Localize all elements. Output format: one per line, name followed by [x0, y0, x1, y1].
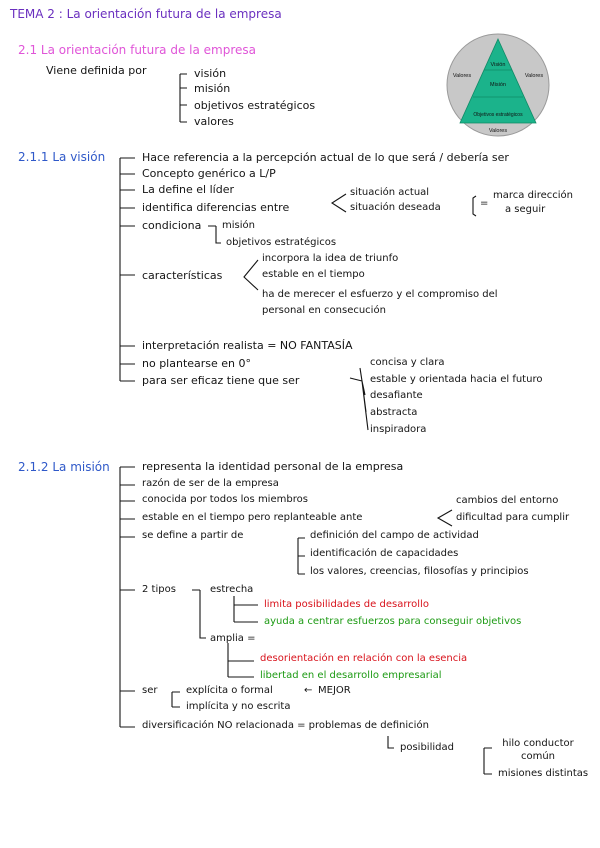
ser-item: implícita y no escrita — [186, 701, 291, 712]
amplia-minus: desorientación en relación con la esencia — [260, 653, 468, 664]
page-title: TEMA 2 : La orientación futura de la empresa — [10, 7, 282, 21]
eficaz-item: desafiante — [370, 390, 423, 401]
section-2-1-heading: 2.1 La orientación futura de la empresa — [18, 43, 257, 57]
estrecha-minus: limita posibilidades de desarrollo — [264, 599, 429, 610]
caracteristica-item: estable en el tiempo — [262, 269, 365, 280]
marca-text: a seguir — [505, 204, 546, 215]
list-item: identifica diferencias entre — [142, 201, 290, 214]
estrecha-plus: ayuda a centrar esfuerzos para conseguir objetivos — [264, 616, 522, 627]
section-2-1-1-heading: 2.1.1 La visión — [18, 150, 106, 164]
mejor-label: MEJOR — [318, 685, 351, 696]
diagram-values-right: Valores — [524, 73, 544, 79]
difference-item: situación deseada — [350, 202, 441, 213]
list-item: diversificación NO relacionada = problemas de definición — [142, 720, 429, 731]
vision-mission-diagram — [446, 33, 550, 137]
difference-item: situación actual — [350, 187, 430, 198]
estrecha-label: estrecha — [210, 584, 254, 595]
define-item: los valores, creencias, filosofías y principios — [310, 566, 529, 577]
list-item: ser — [142, 685, 158, 696]
list-item: objetivos estratégicos — [194, 99, 316, 112]
eficaz-item: concisa y clara — [370, 357, 445, 368]
eficaz-item: estable y orientada hacia el futuro — [370, 374, 543, 385]
define-item: identificación de capacidades — [310, 548, 459, 559]
diagram-mission-label: Misión — [490, 82, 506, 88]
list-item: se define a partir de — [142, 530, 244, 541]
list-item: no plantearse en 0° — [142, 357, 252, 370]
list-item: Concepto genérico a L/P — [142, 167, 276, 180]
list-item: misión — [194, 82, 231, 95]
diagram-values-bottom: Valores — [488, 128, 508, 134]
list-item: visión — [194, 67, 227, 80]
amplia-label: amplia = — [210, 633, 256, 644]
eficaz-item: inspiradora — [370, 424, 427, 435]
section-2-1-2-heading: 2.1.2 La misión — [18, 460, 110, 474]
replanteable-item: cambios del entorno — [456, 495, 559, 506]
condiciona-item: objetivos estratégicos — [226, 237, 337, 248]
list-item: para ser eficaz tiene que ser — [142, 374, 300, 387]
amplia-plus: libertad en el desarrollo empresarial — [260, 670, 442, 681]
list-item: estable en el tiempo pero replanteable ante — [142, 512, 363, 523]
list-item: interpretación realista = NO FANTASÍA — [142, 339, 353, 352]
defined-by-label: Viene definida por — [46, 64, 147, 77]
caracteristica-item: personal en consecución — [262, 305, 386, 316]
posibilidad-item: misiones distintas — [498, 768, 589, 779]
list-item: características — [142, 269, 223, 282]
posibilidad-item: hilo conductor común — [502, 738, 574, 762]
marca-text: marca dirección — [493, 190, 573, 201]
condiciona-item: misión — [222, 220, 255, 231]
caracteristica-item: incorpora la idea de triunfo — [262, 253, 399, 264]
ser-item: explícita o formal — [186, 685, 273, 696]
list-item: Hace referencia a la percepción actual de lo que será / debería ser — [142, 151, 509, 164]
diagram-values-left: Valores — [452, 73, 472, 79]
list-item: razón de ser de la empresa — [142, 478, 279, 489]
list-item: valores — [194, 115, 234, 128]
replanteable-item: dificultad para cumplir — [456, 512, 570, 523]
posibilidad-label: posibilidad — [400, 742, 454, 753]
diagram-vision-label: Visión — [490, 62, 506, 68]
caracteristica-item: ha de merecer el esfuerzo y el compromiso del — [262, 289, 498, 300]
list-item: 2 tipos — [142, 584, 176, 595]
eficaz-item: abstracta — [370, 407, 418, 418]
list-item: representa la identidad personal de la empresa — [142, 460, 404, 473]
list-item: condiciona — [142, 219, 202, 232]
list-item: conocida por todos los miembros — [142, 494, 308, 505]
define-item: definición del campo de actividad — [310, 530, 479, 541]
list-item: La define el líder — [142, 183, 234, 196]
diagram-objectives-label: Objetivos estratégicos — [473, 112, 523, 118]
